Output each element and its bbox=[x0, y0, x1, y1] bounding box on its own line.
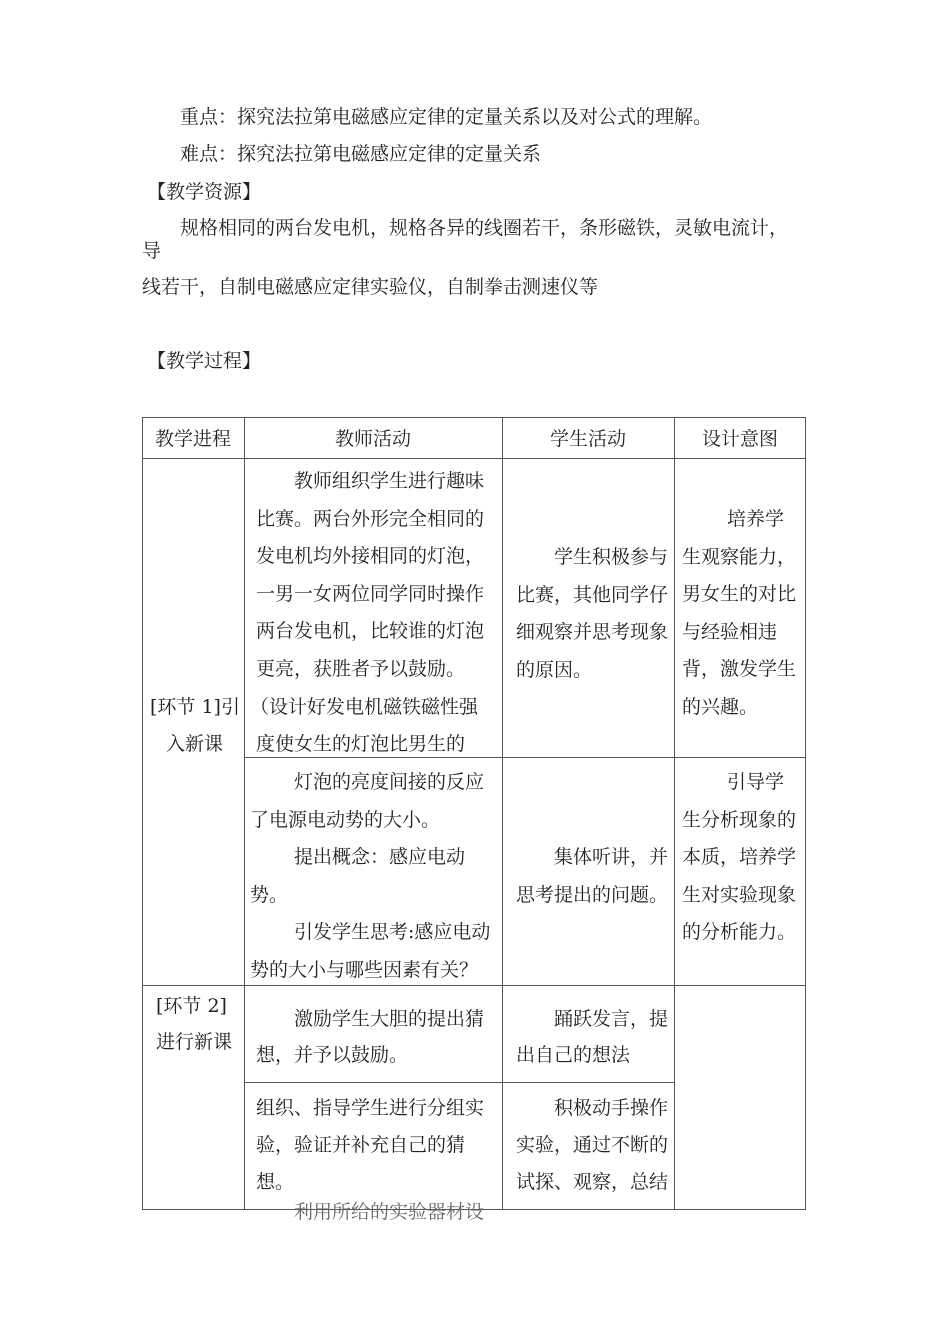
text-line: 思考提出的问题。 bbox=[516, 883, 669, 906]
text-line: 提出概念：感应电动 bbox=[294, 846, 466, 869]
stage1-row2-student bbox=[516, 839, 674, 914]
text-line: 引发学生思考:感应电动 bbox=[294, 921, 491, 944]
text-line: 生分析现象的 bbox=[682, 808, 797, 831]
header-teacher-activity: 教师活动 bbox=[334, 428, 411, 450]
resources-line-1-wrap: 导 bbox=[142, 240, 162, 262]
text-line: 势。 bbox=[250, 883, 289, 906]
text-line: 积极动手操作 bbox=[554, 1097, 669, 1119]
text-line: 一男一女两位同学同时操作 bbox=[256, 582, 485, 605]
text-line: 势的大小与哪些因素有关？ bbox=[250, 958, 479, 981]
text-line: 细观察并思考现象 bbox=[516, 621, 669, 644]
stage2-label-line-2: 进行新课 bbox=[156, 1031, 233, 1053]
text-line: 本质，培养学 bbox=[682, 846, 797, 869]
key-point: 重点：探究法拉第电磁感应定律的定量关系以及对公式的理解。 bbox=[180, 106, 713, 128]
difficult-point: 难点：探究法拉第电磁感应定律的定量关系 bbox=[180, 143, 542, 165]
table-border-left bbox=[142, 417, 143, 1210]
col-divider-2 bbox=[502, 417, 503, 1210]
header-student-activity: 学生活动 bbox=[549, 428, 626, 450]
stage2-row-divider bbox=[244, 1082, 674, 1083]
text-line: 灯泡的亮度间接的反应 bbox=[294, 771, 485, 793]
stage2-row2-teacher-cut-line: 利用所给的实验器材设 bbox=[294, 1201, 485, 1223]
stage2-label-line-1: [环节 2] bbox=[156, 995, 227, 1017]
stage1-row2-teacher bbox=[250, 764, 502, 990]
resources-heading: 【教学资源】 bbox=[147, 181, 262, 203]
stage1-row1-intent bbox=[682, 501, 806, 727]
stage1-label bbox=[150, 689, 244, 763]
text-line: 背，激发学生 bbox=[682, 658, 797, 681]
stage1-label-line-2: 入新课 bbox=[166, 733, 224, 755]
text-line: 两台发电机，比较谁的灯泡 bbox=[256, 620, 485, 643]
text-line: 踊跃发言，提 bbox=[554, 1008, 669, 1030]
text-line: 教师组织学生进行趣味 bbox=[294, 470, 485, 492]
stage1-row2-intent bbox=[682, 764, 806, 952]
text-line: 培养学 bbox=[727, 508, 785, 530]
lesson-table bbox=[142, 417, 806, 1223]
col-divider-1 bbox=[244, 417, 245, 1210]
text-line: 实验，通过不断的 bbox=[516, 1134, 669, 1156]
text-line: 想。 bbox=[256, 1171, 295, 1193]
header-divider bbox=[142, 458, 806, 459]
text-line: 出自己的想法 bbox=[516, 1044, 631, 1066]
text-line: 男女生的对比 bbox=[682, 583, 797, 606]
stage2-row1-student bbox=[516, 1001, 674, 1073]
header-stage: 教学进程 bbox=[154, 428, 231, 450]
resources-line-1: 规格相同的两台发电机，规格各异的线圈若干，条形磁铁，灵敏电流计， bbox=[180, 217, 789, 239]
text-line: 比赛，其他同学仔 bbox=[516, 583, 669, 606]
text-line: 学生积极参与 bbox=[554, 546, 669, 568]
table-border-top bbox=[142, 417, 806, 418]
text-line: 激励学生大胆的提出猜 bbox=[294, 1008, 485, 1030]
text-line: 集体听讲，并 bbox=[554, 846, 669, 868]
text-line: 想，并予以鼓励。 bbox=[256, 1044, 409, 1066]
stage2-label bbox=[156, 988, 244, 1060]
stage2-row2-teacher-cut-clip bbox=[256, 1200, 502, 1223]
text-line: 生观察能力， bbox=[682, 545, 797, 568]
text-line: 的分析能力。 bbox=[682, 921, 797, 944]
text-line: 试探、观察，总结 bbox=[516, 1171, 669, 1193]
text-line: 了电源电动势的大小。 bbox=[250, 808, 441, 831]
text-line: 度使女生的灯泡比男生的 bbox=[256, 733, 466, 756]
text-line: 组织、指导学生进行分组实 bbox=[256, 1097, 485, 1119]
stage2-row2-teacher bbox=[256, 1090, 502, 1201]
text-line: 的原因。 bbox=[516, 658, 593, 681]
resources-line-2: 线若干，自制电磁感应定律实验仪，自制拳击测速仪等 bbox=[142, 276, 599, 298]
stage1-label-line-1: [环节 1]引 bbox=[150, 696, 240, 718]
stage2-row2-student bbox=[516, 1090, 674, 1201]
text-line: 更亮，获胜者予以鼓励。 bbox=[256, 657, 466, 680]
stage1-row1-teacher bbox=[250, 463, 502, 764]
text-line: 与经验相违 bbox=[682, 620, 778, 643]
text-line: 引导学 bbox=[727, 771, 785, 793]
text-line: 验，验证并补充自己的猜 bbox=[256, 1134, 466, 1156]
stage2-row1-teacher bbox=[256, 1001, 502, 1073]
text-line: 比赛。两台外形完全相同的 bbox=[256, 507, 485, 530]
text-line: 发电机均外接相同的灯泡， bbox=[256, 545, 485, 568]
text-line: （设计好发电机磁铁磁性强 bbox=[250, 695, 479, 718]
stage1-row1-student bbox=[516, 539, 674, 689]
text-line: 的兴趣。 bbox=[682, 695, 759, 718]
process-heading: 【教学过程】 bbox=[147, 350, 262, 372]
header-design-intent: 设计意图 bbox=[701, 428, 778, 450]
col-divider-3 bbox=[674, 417, 675, 1210]
text-line: 生对实验现象 bbox=[682, 883, 797, 906]
